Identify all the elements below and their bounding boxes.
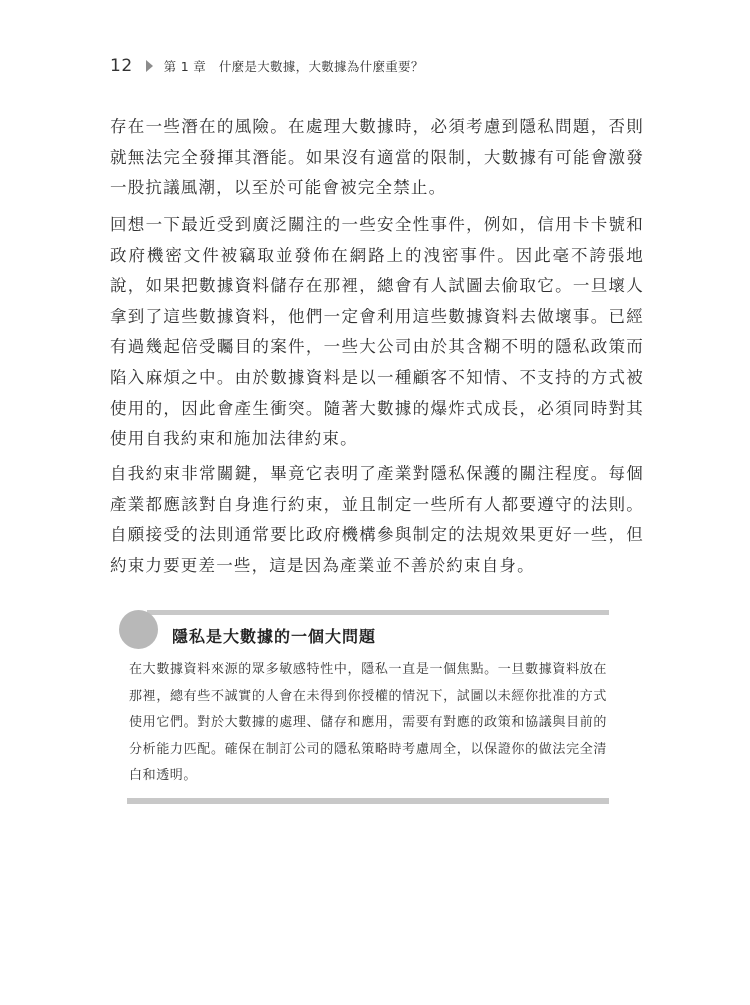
sidebar-note	[127, 610, 609, 805]
running-header	[110, 52, 424, 80]
chapter-title: 第 1 章 什麼是大數據，大數據為什麼重要？	[163, 59, 424, 74]
body-paragraph: 自我約束非常關鍵，畢竟它表明了產業對隱私保護的關注程度。每個產業都應該對自身進行約束，並且制定一些所有人都要遵守的法則。自願接受的法則通常要比政府機構參與制定的法規效果更好一些，但約束力要更差一些，這是因為產業並不善於約束自身。	[110, 464, 644, 575]
sidebar-bottom-divider	[127, 798, 609, 804]
sidebar-top-divider	[147, 610, 609, 615]
sidebar-text: 在大數據資料來源的眾多敏感特性中，隱私一直是一個焦點。一旦數據資料放在那裡，總有些不誠實的人會在未得到你授權的情況下，試圖以未經你批准的方式使用它們。對於大數據的處理、儲存和應用，需要有對應的政策和協議與目前的分析能力匹配。確保在制訂公司的隱私策略時考慮周全，以保證你的做法完全清白和透明。	[129, 662, 607, 783]
sidebar-title: 隱私是大數據的一個大問題	[172, 627, 377, 646]
page-number: 12	[110, 56, 133, 76]
triangle-arrow-icon	[146, 60, 153, 72]
body-paragraph: 回想一下最近受到廣泛關注的一些安全性事件，例如，信用卡卡號和政府機密文件被竊取並發佈在網路上的洩密事件。因此毫不誇張地說，如果把數據資料儲存在那裡，總會有人試圖去偷取它。一旦壞人拿到了這些數據資料，他們一定會利用這些數據資料去做壞事。已經有過幾起倍受矚目的案件，一些大公司由於其含糊不明的隱私政策而陷入麻煩之中。由於數據資料是以一種顧客不知情、不支持的方式被使用的，因此會產生衝突。隨著大數據的爆炸式成長，必須同時對其使用自我約束和施加法律約束。	[110, 215, 644, 449]
body-paragraph: 存在一些潛在的風險。在處理大數據時，必須考慮到隱私問題，否則就無法完全發揮其潛能。如果沒有適當的限制，大數據有可能會激發一股抗議風潮，以至於可能會被完全禁止。	[110, 117, 644, 198]
circle-bullet-icon	[119, 610, 158, 649]
